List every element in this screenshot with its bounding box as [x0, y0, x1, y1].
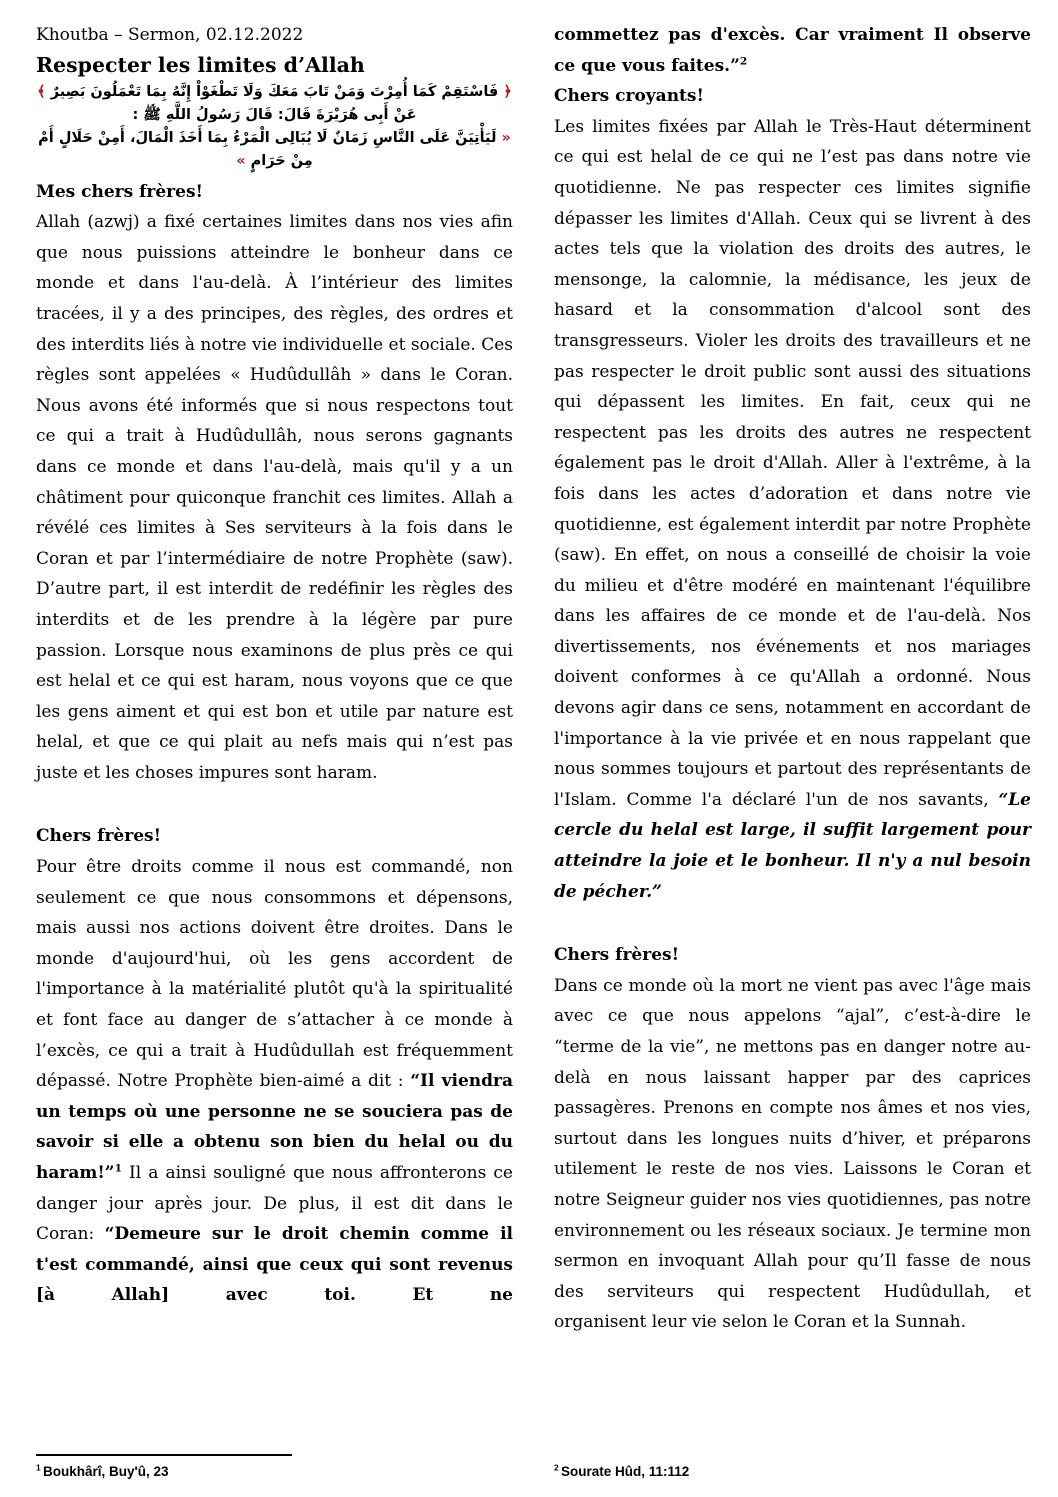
- quran-verse-arabic: [36, 81, 513, 104]
- text-run: Chers frères!: [36, 826, 162, 847]
- date-line: [36, 20, 513, 51]
- footnote-2: [554, 1463, 1031, 1481]
- hadith-arabic: [36, 127, 513, 173]
- sermon-title: [36, 51, 513, 79]
- text-run: Il a ainsi souligné que nous affronterons ce danger jour après jour. De plus, il est dit dans le Coran:: [36, 1163, 513, 1245]
- paragraph-3-quote-continuation: [554, 20, 1031, 81]
- paragraph-5: [554, 971, 1031, 1338]
- text-run: لَيَأْتِيَنَّ عَلَى النَّاسِ زَمَانٌ لَا يُبَالِى الْمَرْءُ بِمَا أَخَذَ الْمَالَ، أَمِنْ حَلَالٍ أَمْ مِنْ حَرَامٍ: [38, 129, 497, 169]
- text-run: عَنْ أَبِى هُرَيْرَةَ قَالَ: قَالَ رَسُولُ اللَّهِ ﷺ :: [132, 106, 417, 123]
- text-run: Khoutba – Sermon, 02.12.2022: [36, 25, 304, 45]
- footnote-1: [36, 1454, 513, 1481]
- text-run: 2: [554, 1462, 561, 1473]
- text-run: ﴾: [37, 83, 51, 100]
- heading-chers-freres-1: [36, 821, 513, 852]
- text-run: ﴿: [498, 83, 512, 100]
- right-column: [554, 20, 1031, 1481]
- heading-chers-croyants: [554, 81, 1031, 112]
- left-column: [36, 20, 513, 1481]
- text-run: Allah (azwj) a fixé certaines limites dans nos vies afin que nous puissions atteindre le bonheur dans ce monde et dans l'au-delà. À l’intérieur des limites tracées, il y a des principes, des règles, des ordres et des interdits liés à notre vie individuelle et sociale. Ces règles sont appelées « Hudûdullâh » dans le Coran. Nous avons été informés que si nous respectons tout ce qui a trait à Hudûdullâh, nous serons gagnants dans ce monde et dans l'au-delà, mais qu'il y a un châtiment pour quiconque franchit ces limites. Allah a révélé ces limites à Ses serviteurs à la fois dans le Coran et par l’intermédiaire de notre Prophète (saw). D’autre part, il est interdit de redéfinir les règles des interdits et de les prendre à la légère par pure passion. Lorsque nous examinons de plus près ce qui est helal et ce qui est haram, nous voyons que ce que les gens aiment et qui est bon et utile par nature est helal, et que ce qui plait au nefs mais qui n’est pas juste et les choses impures sont haram.: [36, 212, 513, 783]
- text-run: »: [236, 152, 251, 169]
- text-run: Dans ce monde où la mort ne vient pas avec l'âge mais avec ce que nous appelons “ajal”, c’est-à-dire le “terme de la vie”, ne mettons pas en danger notre au-delà en nous laissant happer par des caprices passagères. Prenons en compte nos âmes et nos vies, surtout dans les longues nuits d’hiver, et préparons utilement le reste de nos vies. Laissons le Coran et notre Seigneur guider nos vies quotidiennes, pas notre environnement ou les réseaux sociaux. Je termine mon sermon en invoquant Allah pour qu’Il fasse de nous des serviteurs qui respectent Hudûdullah, et organisent leur vie selon le Coran et la Sunnah.: [554, 975, 1031, 1333]
- text-run: Mes chers frères!: [36, 181, 203, 202]
- text-run: commettez pas d'excès. Car vraiment Il observe ce que vous faites.”: [554, 25, 1031, 76]
- paragraph-4: [554, 112, 1031, 907]
- hadith-narration-arabic: [36, 104, 513, 127]
- text-run: “Demeure sur le droit chemin comme il t'est commandé, ainsi que ceux qui sont revenus [à Allah] avec toi. Et ne: [36, 1224, 513, 1306]
- heading-chers-freres-2: [554, 940, 1031, 971]
- footnote-separator: [36, 1454, 292, 1456]
- paragraph-2: [36, 852, 513, 1311]
- text-run: 2: [739, 54, 748, 67]
- text-run: 1: [114, 1162, 122, 1175]
- text-run: Chers croyants!: [554, 86, 704, 107]
- text-run: “Il viendra un temps où une personne ne se souciera pas de savoir si elle a obtenu son bien du helal ou du haram!”: [36, 1071, 513, 1183]
- text-run: Les limites fixées par Allah le Très-Haut déterminent ce qui est helal de ce qui ne l’est pas dans notre vie quotidienne. Ne pas respecter ces limites signifie dépasser les limites d'Allah. Ceux qui se livrent à des actes tels que la violation des droits des autres, le mensonge, la calomnie, la médisance, les jeux de hasard et la consommation d'alcool sont des transgresseurs. Violer les droits des travailleurs et ne pas respecter le droit public sont aussi des situations qui dépassent les limites. En fait, ceux qui ne respectent pas les droits des autres ne respectent également pas le droit d'Allah. Aller à l'extrême, à la fois dans les actes d’adoration et dans notre vie quotidienne, est également interdit par notre Prophète (saw). En effet, on nous a conseillé de choisir la voie du milieu et d'être modéré en maintenant l'équilibre dans les affaires de ce monde et de l'au-delà. Nos divertissements, nos événements et nos mariages doivent conformes à ce qu'Allah a ordonné. Nous devons agir dans ce sens, notamment en accordant de l'importance à la vie privée et en nous rappelant que nous sommes toujours et partout des représentants de l'Islam. Comme l'a déclaré l'un de nos savants,: [554, 116, 1031, 810]
- text-run: فَاسْتَقِمْ كَمَا أُمِرْتَ وَمَنْ تَابَ مَعَكَ وَلَا تَطْغَوْاْ إِنَّهُ بِمَا تَعْمَلُونَ بَصِيرٌ: [50, 83, 499, 100]
- text-run: 1: [36, 1462, 43, 1473]
- paragraph-1: [36, 207, 513, 788]
- text-run: Sourate Hûd, 11:112: [560, 1464, 690, 1479]
- text-run: Boukhârî, Buy'û, 23: [42, 1464, 169, 1479]
- vertical-spacer: [554, 907, 1031, 940]
- heading-mes-chers-freres: [36, 177, 513, 208]
- text-run: «: [496, 129, 511, 146]
- text-run: “Le cercle du helal est large, il suffit largement pour atteindre la joie et le bonheur. Il n'y a nul besoin de pécher.”: [554, 789, 1031, 902]
- text-run: Respecter les limites d’Allah: [36, 52, 365, 77]
- text-run: Pour être droits comme il nous est commandé, non seulement ce que nous consommons et dépensons, mais aussi nos actions doivent être droites. Dans le monde d'aujourd'hui, où les gens accordent de l'importance à la matérialité plutôt qu'à la spiritualité et font face au danger de s’attacher à ce monde à l’excès, ce qui a trait à Hudûdullah est fréquemment dépassé. Notre Prophète bien-aimé a dit :: [36, 857, 513, 1092]
- vertical-spacer: [36, 788, 513, 821]
- text-run: Chers frères!: [554, 945, 680, 966]
